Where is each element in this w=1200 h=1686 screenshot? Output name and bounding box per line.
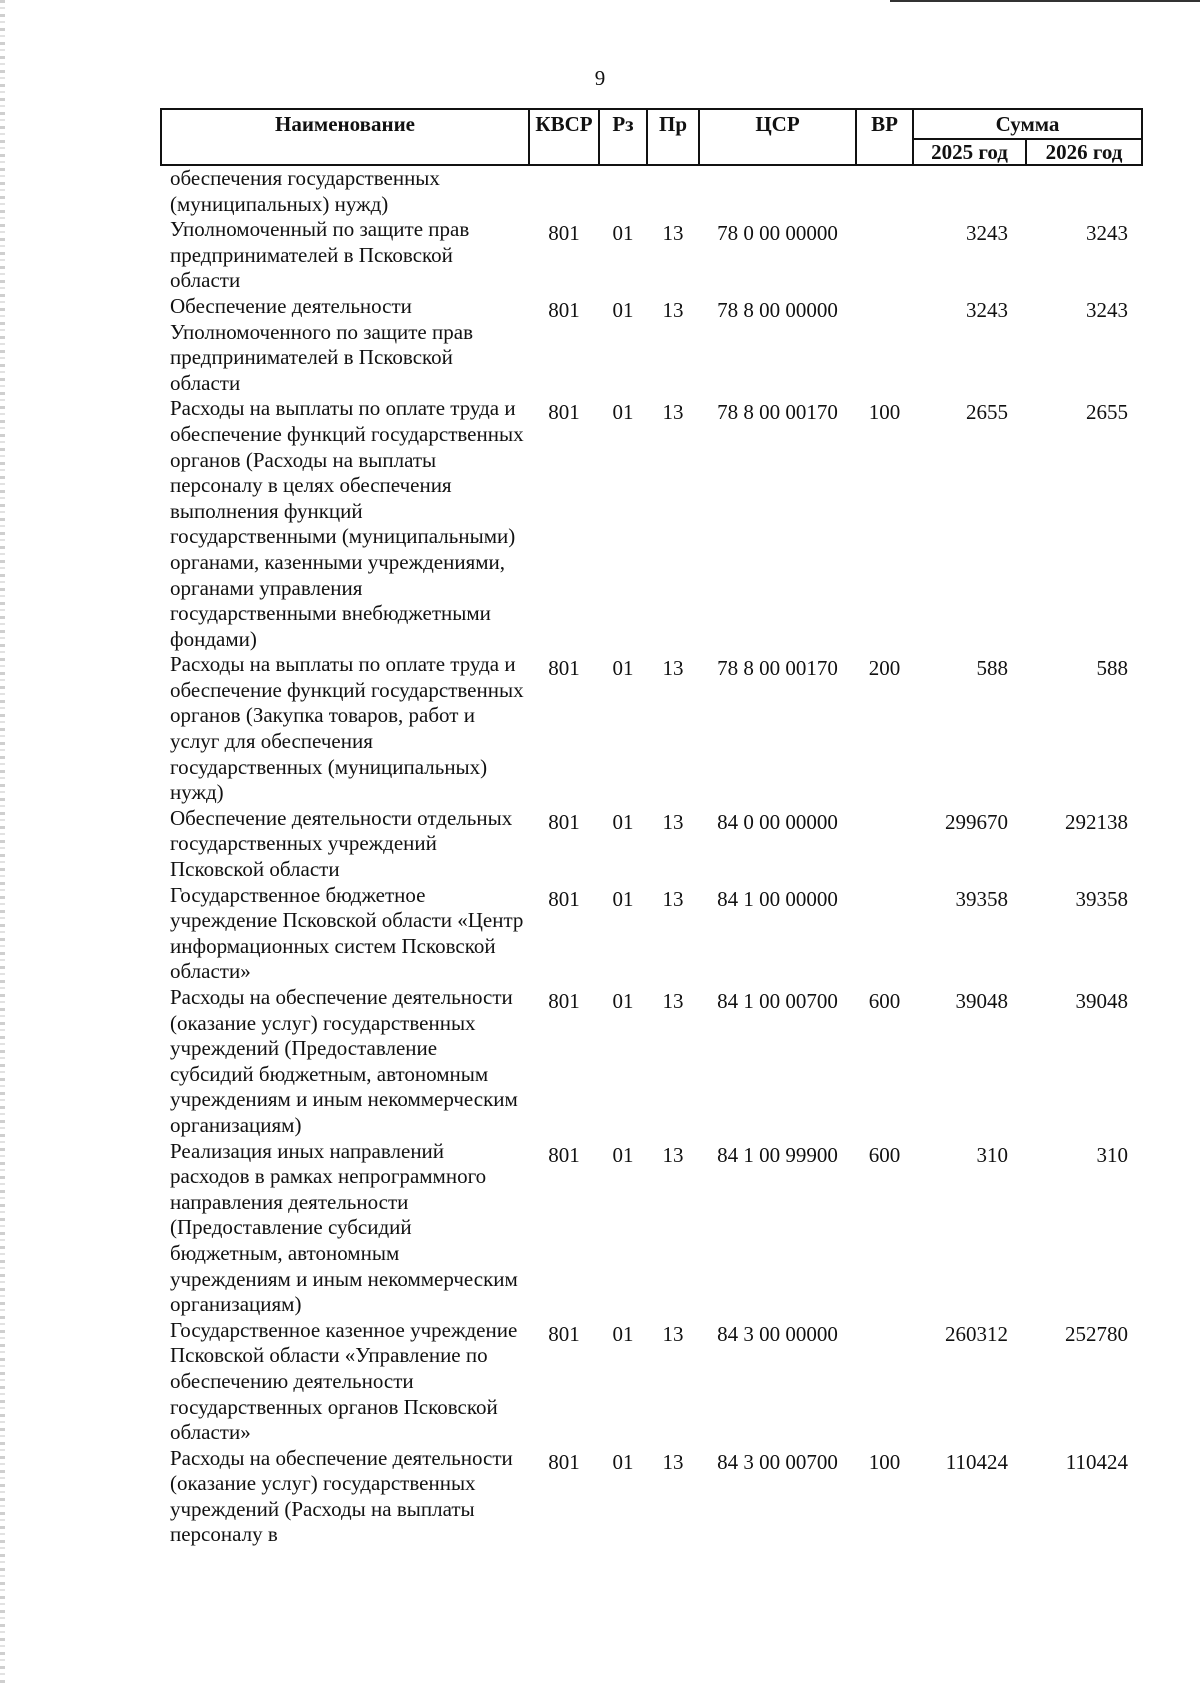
row-csr: 84 1 00 00700 — [717, 989, 838, 1013]
header-name: Наименование — [161, 109, 529, 165]
row-name: Реализация иных направлений расходов в рамках непрограммного направления деятельности (Предоставление субсидий бюджетным, автономным учреждениям и иным некоммерческим организациям) — [170, 1138, 518, 1317]
header-csr: ЦСР — [699, 109, 856, 165]
row-sum-2026: 588 — [1096, 656, 1128, 681]
row-sum-2025: 260312 — [945, 1321, 1008, 1346]
row-rz: 01 — [612, 1321, 634, 1346]
row-rz: 01 — [612, 297, 634, 322]
row-rz: 01 — [612, 989, 634, 1013]
row-sum-2026: 3243 — [1086, 297, 1128, 322]
header-sum: Сумма — [913, 109, 1142, 139]
row-name: Расходы на выплаты по оплате труда и обеспечение функций государственных органов (Закупка товаров, работ и услуг для обеспечения государственных (муниципальных) нужд) — [170, 652, 524, 805]
row-csr: 84 3 00 00700 — [717, 1449, 838, 1474]
row-name: Государственное казенное учреждение Псковской области «Управление по обеспечению деятельности государственных органов Псковской области» — [170, 1317, 518, 1445]
budget-table — [160, 108, 1143, 1548]
row-csr: 84 1 00 00000 — [717, 886, 838, 911]
row-name: Расходы на выплаты по оплате труда и обеспечение функций государственных органов (Расходы на выплаты персоналу в целях обеспечения выполнения функций государственными (муниципальными) органами, казенными учреждениями, органами управления государственными внебюджетными фондами) — [170, 396, 524, 651]
row-kvsr: 801 — [548, 1142, 580, 1167]
row-vr: 600 — [868, 1142, 901, 1167]
row-sum-2025: 110424 — [945, 1449, 1008, 1474]
table-row — [161, 1318, 1142, 1446]
row-rz: 01 — [612, 400, 634, 425]
table-row — [161, 806, 1142, 883]
row-vr — [856, 294, 913, 396]
row-sum-2026: 2655 — [1086, 400, 1128, 425]
row-csr: 78 8 00 00170 — [717, 400, 838, 425]
row-name: обеспечения государственных (муниципальных) нужд) — [170, 166, 440, 216]
row-sum-2026: 110424 — [1065, 1449, 1128, 1474]
table-row — [161, 396, 1142, 652]
header-rz: Рз — [599, 109, 647, 165]
row-sum-2025 — [913, 165, 1026, 217]
table-row — [161, 1139, 1142, 1318]
row-csr: 78 8 00 00000 — [717, 297, 838, 322]
row-vr: 100 — [868, 400, 901, 425]
row-name: Уполномоченный по защите прав предпринимателей в Псковской области — [170, 217, 470, 293]
row-rz: 01 — [612, 221, 634, 246]
row-sum-2026 — [1026, 165, 1142, 217]
row-pr: 13 — [662, 1142, 684, 1167]
row-name: Расходы на обеспечение деятельности (оказание услуг) государственных учреждений (Расходы на выплаты персоналу в — [170, 1445, 513, 1547]
row-sum-2025: 299670 — [945, 809, 1008, 834]
row-sum-2025: 39358 — [955, 886, 1008, 911]
row-sum-2025: 310 — [976, 1142, 1008, 1167]
table-row — [161, 294, 1142, 396]
row-name: Обеспечение деятельности Уполномоченного по защите прав предпринимателей в Псковской области — [170, 293, 473, 395]
row-kvsr: 801 — [548, 1449, 580, 1474]
row-pr: 13 — [662, 809, 684, 834]
row-name: Расходы на обеспечение деятельности (оказание услуг) государственных учреждений (Предоставление субсидий бюджетным, автономным учреждениям и иным некоммерческим организациям) — [170, 985, 518, 1137]
row-sum-2025: 588 — [976, 656, 1008, 681]
table-row — [161, 985, 1142, 1139]
row-rz: 01 — [612, 809, 634, 834]
row-kvsr — [529, 165, 599, 217]
row-csr — [699, 165, 856, 217]
row-rz: 01 — [612, 1142, 634, 1167]
row-pr: 13 — [662, 656, 684, 681]
row-rz: 01 — [612, 886, 634, 911]
table-row — [161, 883, 1142, 985]
row-rz: 01 — [612, 1449, 634, 1474]
row-sum-2025: 3243 — [966, 297, 1008, 322]
row-vr: 100 — [868, 1449, 901, 1474]
row-sum-2026: 39358 — [1075, 886, 1128, 911]
row-vr: 600 — [868, 989, 901, 1013]
row-csr: 78 0 00 00000 — [717, 221, 838, 246]
row-kvsr: 801 — [548, 809, 580, 834]
row-vr — [856, 883, 913, 985]
header-year-2026: 2026 год — [1026, 139, 1142, 165]
table-row — [161, 652, 1142, 806]
row-kvsr: 801 — [548, 886, 580, 911]
row-pr: 13 — [662, 400, 684, 425]
row-pr: 13 — [662, 886, 684, 911]
row-pr: 13 — [662, 989, 684, 1013]
row-vr — [856, 806, 913, 883]
row-csr: 84 1 00 99900 — [717, 1142, 838, 1167]
table-row — [161, 165, 1142, 217]
row-name: Государственное бюджетное учреждение Псковской области «Центр информационных систем Псковской области» — [170, 882, 524, 984]
table-body — [161, 165, 1142, 1548]
row-vr: 200 — [868, 656, 901, 681]
row-sum-2026: 310 — [1096, 1142, 1128, 1167]
row-sum-2026: 3243 — [1086, 221, 1128, 246]
row-kvsr: 801 — [548, 221, 580, 246]
row-sum-2026: 39048 — [1075, 989, 1128, 1013]
row-vr — [856, 1318, 913, 1446]
row-vr — [856, 217, 913, 294]
table-row — [161, 1446, 1142, 1548]
row-pr: 13 — [662, 297, 684, 322]
row-csr: 78 8 00 00170 — [717, 656, 838, 681]
row-sum-2026: 292138 — [1065, 809, 1128, 834]
row-kvsr: 801 — [548, 989, 580, 1013]
row-sum-2026: 252780 — [1065, 1321, 1128, 1346]
scan-left-edge — [0, 0, 5, 1686]
row-kvsr: 801 — [548, 1321, 580, 1346]
header-kvsr: КВСР — [529, 109, 599, 165]
row-pr: 13 — [662, 1321, 684, 1346]
row-kvsr: 801 — [548, 297, 580, 322]
header-pr: Пр — [647, 109, 699, 165]
row-sum-2025: 3243 — [966, 221, 1008, 246]
row-kvsr: 801 — [548, 400, 580, 425]
row-sum-2025: 39048 — [955, 989, 1008, 1013]
row-csr: 84 3 00 00000 — [717, 1321, 838, 1346]
header-year-2025: 2025 год — [913, 139, 1026, 165]
row-sum-2025: 2655 — [966, 400, 1008, 425]
row-pr: 13 — [662, 221, 684, 246]
row-pr — [647, 165, 699, 217]
table-header — [161, 109, 1142, 165]
scan-top-edge — [890, 0, 1200, 2]
page-number: 9 — [594, 66, 606, 90]
row-kvsr: 801 — [548, 656, 580, 681]
row-name: Обеспечение деятельности отдельных государственных учреждений Псковской области — [170, 805, 513, 882]
row-rz — [599, 165, 647, 217]
header-vr: ВР — [856, 109, 913, 165]
row-rz: 01 — [612, 656, 634, 681]
row-pr: 13 — [662, 1449, 684, 1474]
row-vr — [856, 165, 913, 217]
row-csr: 84 0 00 00000 — [717, 809, 838, 834]
table-row — [161, 217, 1142, 294]
